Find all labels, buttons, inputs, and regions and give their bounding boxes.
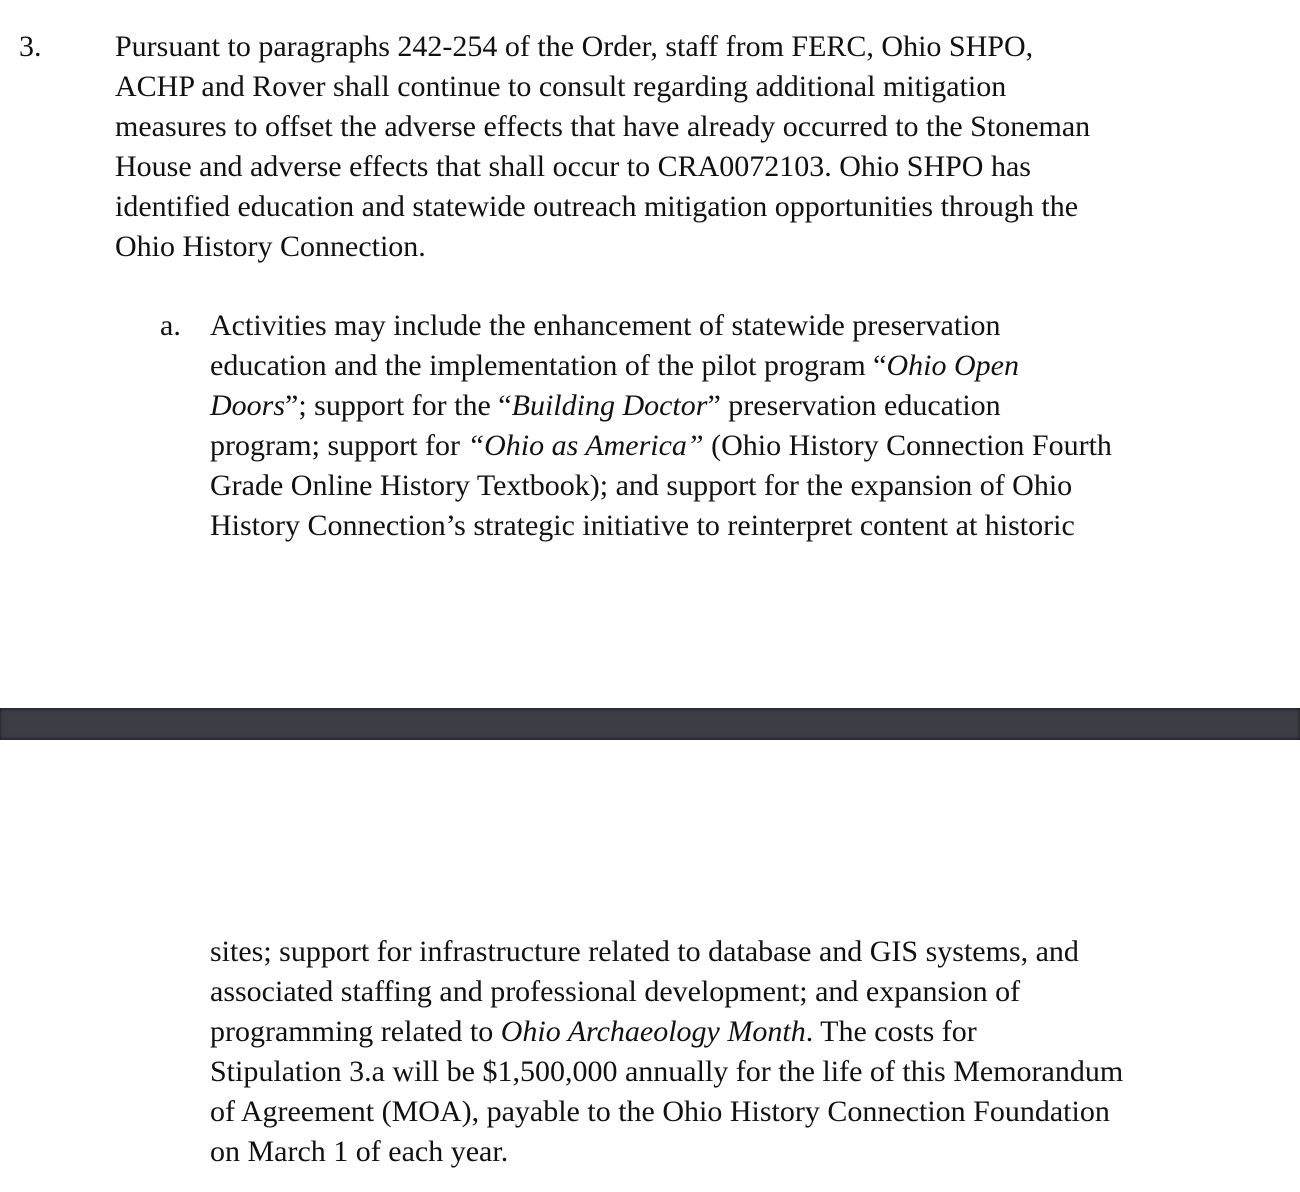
paragraph-number: 3.: [19, 30, 42, 63]
page-break-divider: [0, 708, 1300, 740]
paragraph-3-line: measures to offset the adverse effects that have already occurred to the Stoneman: [115, 110, 1091, 143]
subitem-a-line: [210, 386, 1295, 426]
paragraph-3-line: Ohio History Connection.: [115, 230, 426, 263]
paragraph-3-line: Pursuant to paragraphs 242-254 of the Order, staff from FERC, Ohio SHPO,: [115, 30, 1034, 63]
program-title-ohio-as-america: “Ohio as America”: [467, 429, 704, 462]
paragraph-3-text: [115, 27, 1295, 267]
text-run: programming related to: [210, 1015, 501, 1048]
text-run: . The costs for: [805, 1015, 977, 1048]
program-title-building-doctor: Building Doctor: [511, 389, 708, 422]
continuation-line: Stipulation 3.a will be $1,500,000 annually for the life of this Memorandum: [210, 1055, 1124, 1088]
continuation-line: of Agreement (MOA), payable to the Ohio History Connection Foundation: [210, 1095, 1110, 1128]
subitem-a-line: Grade Online History Textbook); and support for the expansion of Ohio: [210, 469, 1073, 502]
program-title-ohio-open-doors-cont: Doors: [210, 389, 286, 422]
subitem-letter: a.: [160, 309, 181, 342]
document-page-bottom: [0, 740, 1300, 1192]
text-run: ” preservation education: [707, 389, 1001, 422]
subitem-a-text: [210, 306, 1295, 546]
text-run: (Ohio History Connection Fourth: [703, 429, 1112, 462]
text-run: program; support for: [210, 429, 468, 462]
text-run: ”; support for the “: [285, 389, 512, 422]
paragraph-3-line: identified education and statewide outreach mitigation opportunities through the: [115, 190, 1079, 223]
program-title-ohio-archaeology-month: Ohio Archaeology Month: [500, 1015, 806, 1048]
subitem-a-continuation: [210, 932, 1295, 1172]
subitem-a-line: [210, 346, 1295, 386]
continuation-line: associated staffing and professional development; and expansion of: [210, 975, 1021, 1008]
subitem-a-line: History Connection’s strategic initiative to reinterpret content at historic: [210, 509, 1075, 542]
paragraph-3-line: ACHP and Rover shall continue to consult regarding additional mitigation: [115, 70, 1007, 103]
subitem-a-line: Activities may include the enhancement of statewide preservation: [210, 309, 1001, 342]
continuation-line: [210, 1012, 1295, 1052]
program-title-ohio-open-doors: Ohio Open: [886, 349, 1019, 382]
paragraph-3-line: House and adverse effects that shall occur to CRA0072103. Ohio SHPO has: [115, 150, 1031, 183]
continuation-line: sites; support for infrastructure related to database and GIS systems, and: [210, 935, 1079, 968]
text-run: education and the implementation of the pilot program “: [210, 349, 887, 382]
subitem-a-line: [210, 426, 1295, 466]
continuation-line: on March 1 of each year.: [210, 1135, 509, 1168]
